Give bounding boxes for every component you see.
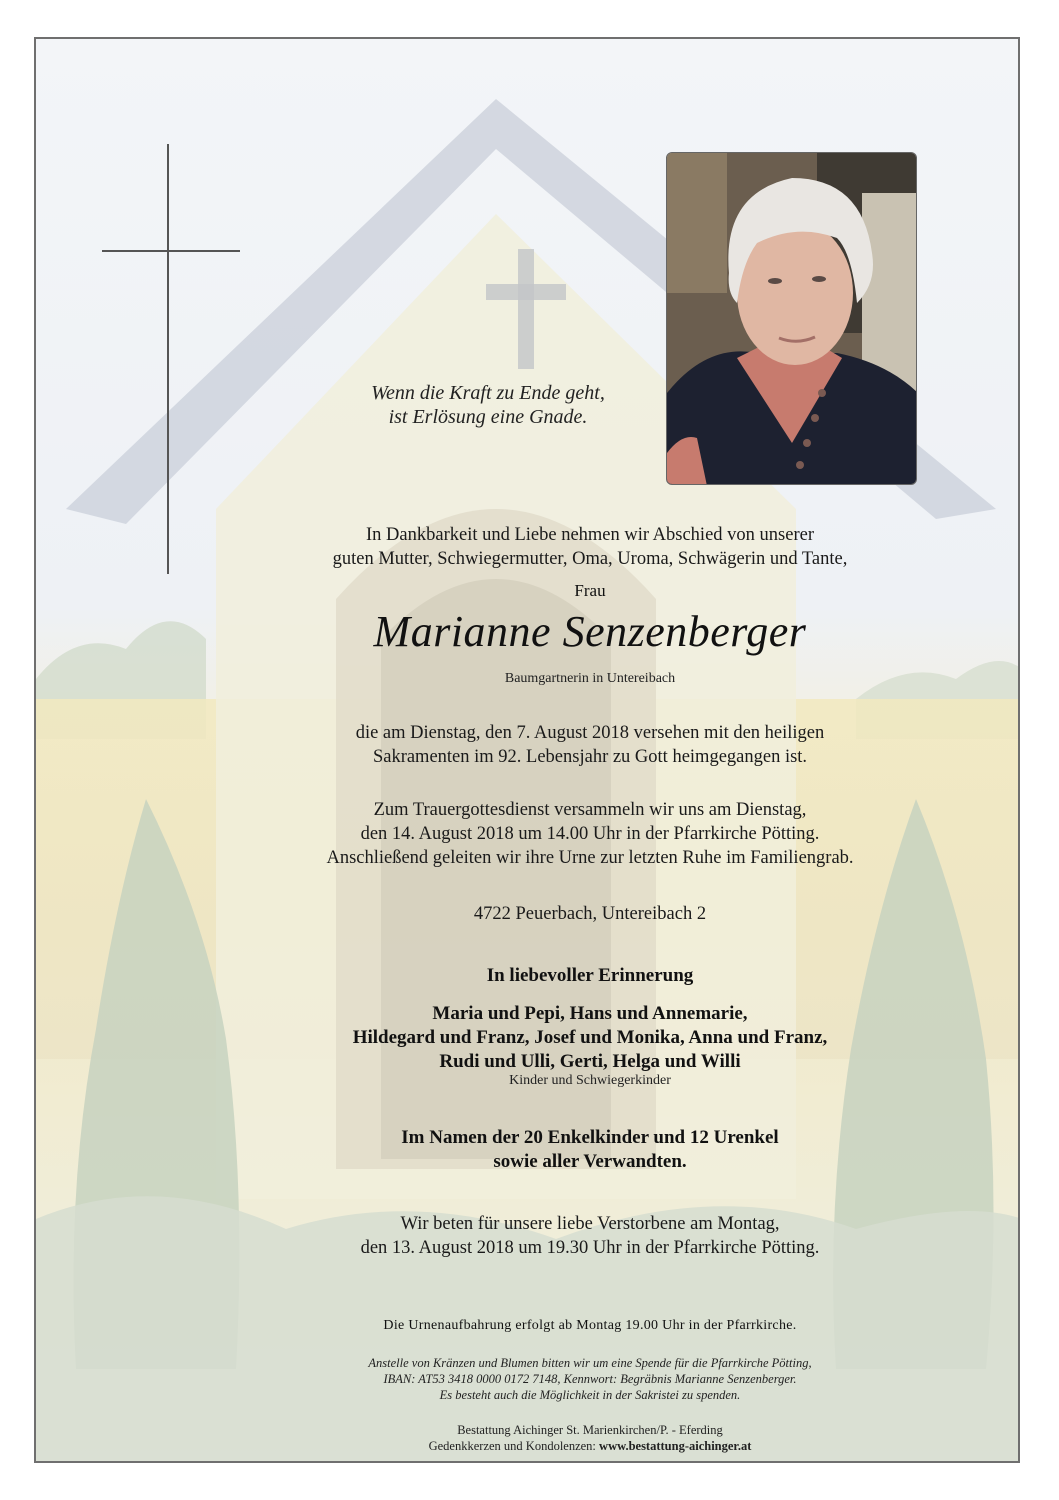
quote-line-2: ist Erlösung eine Gnade. — [388, 406, 588, 428]
intro-text — [270, 523, 910, 571]
undertaker-line-1: Bestattung Aichinger St. Marienkirchen/P. - Eferding — [457, 1423, 723, 1437]
death-notice-line-2: Sakramenten im 92. Lebensjahr zu Gott heimgegangen ist. — [372, 747, 808, 767]
donation-notice — [270, 1355, 910, 1403]
family-names — [270, 1002, 910, 1074]
prayer-line-2: den 13. August 2018 um 19.30 Uhr in der Pfarrkirche Pötting. — [360, 1238, 820, 1258]
deceased-description: Baumgartnerin in Untereibach — [504, 671, 676, 686]
portrait-image — [667, 153, 917, 485]
portrait-photo — [666, 152, 917, 485]
grandchildren-line-2: sowie aller Verwandten. — [493, 1151, 687, 1172]
condolence-link[interactable]: www.bestattung-aichinger.at — [599, 1439, 752, 1453]
cross-horizontal — [102, 250, 240, 252]
grandchildren-notice — [270, 1126, 910, 1174]
donation-line-2: IBAN: AT53 3418 0000 0172 7148, Kennwort: Begräbnis Marianne Senzenberger. — [383, 1372, 797, 1386]
donation-line-3: Es besteht auch die Möglichkeit in der Sakristei zu spenden. — [439, 1388, 741, 1402]
undertaker-info — [270, 1422, 910, 1454]
address: 4722 Peuerbach, Untereibach 2 — [473, 904, 707, 924]
condolence-label: Gedenkkerzen und Kondolenzen: — [428, 1439, 596, 1453]
intro-line-1: In Dankbarkeit und Liebe nehmen wir Abschied von unserer — [366, 525, 814, 545]
memory-heading: In liebevoller Erinnerung — [486, 965, 694, 986]
prayer-notice — [270, 1212, 910, 1260]
family-line-1: Maria und Pepi, Hans und Annemarie, — [432, 1003, 748, 1024]
funeral-info — [270, 798, 910, 870]
viewing-notice: Die Urnenaufbahrung erfolgt ab Montag 19.00 Uhr in der Pfarrkirche. — [383, 1318, 797, 1333]
quote — [338, 381, 638, 429]
family-caption: Kinder und Schwiegerkinder — [509, 1073, 671, 1088]
funeral-line-2: den 14. August 2018 um 14.00 Uhr in der Pfarrkirche Pötting. — [360, 824, 820, 844]
donation-line-1: Anstelle von Kränzen und Blumen bitten wir um eine Spende für die Pfarrkirche Pötting, — [368, 1356, 812, 1370]
prayer-line-1: Wir beten für unsere liebe Verstorbene am Montag, — [400, 1214, 780, 1234]
salutation: Frau — [574, 581, 606, 600]
undertaker-line-2 — [270, 1438, 910, 1454]
funeral-line-3: Anschließend geleiten wir ihre Urne zur letzten Ruhe im Familiengrab. — [326, 848, 854, 868]
quote-line-1: Wenn die Kraft zu Ende geht, — [371, 382, 605, 404]
cross-vertical — [167, 144, 169, 574]
intro-line-2: guten Mutter, Schwiegermutter, Oma, Uroma, Schwägerin und Tante, — [332, 549, 848, 569]
death-notice — [270, 721, 910, 769]
death-notice-line-1: die am Dienstag, den 7. August 2018 versehen mit den heiligen — [355, 723, 825, 743]
family-line-3: Rudi und Ulli, Gerti, Helga und Willi — [439, 1051, 741, 1072]
deceased-name: Marianne Senzenberger — [373, 607, 807, 656]
funeral-line-1: Zum Trauergottesdienst versammeln wir uns am Dienstag, — [373, 800, 807, 820]
grandchildren-line-1: Im Namen der 20 Enkelkinder und 12 Urenkel — [401, 1127, 779, 1148]
family-line-2: Hildegard und Franz, Josef und Monika, Anna und Franz, — [352, 1027, 828, 1048]
